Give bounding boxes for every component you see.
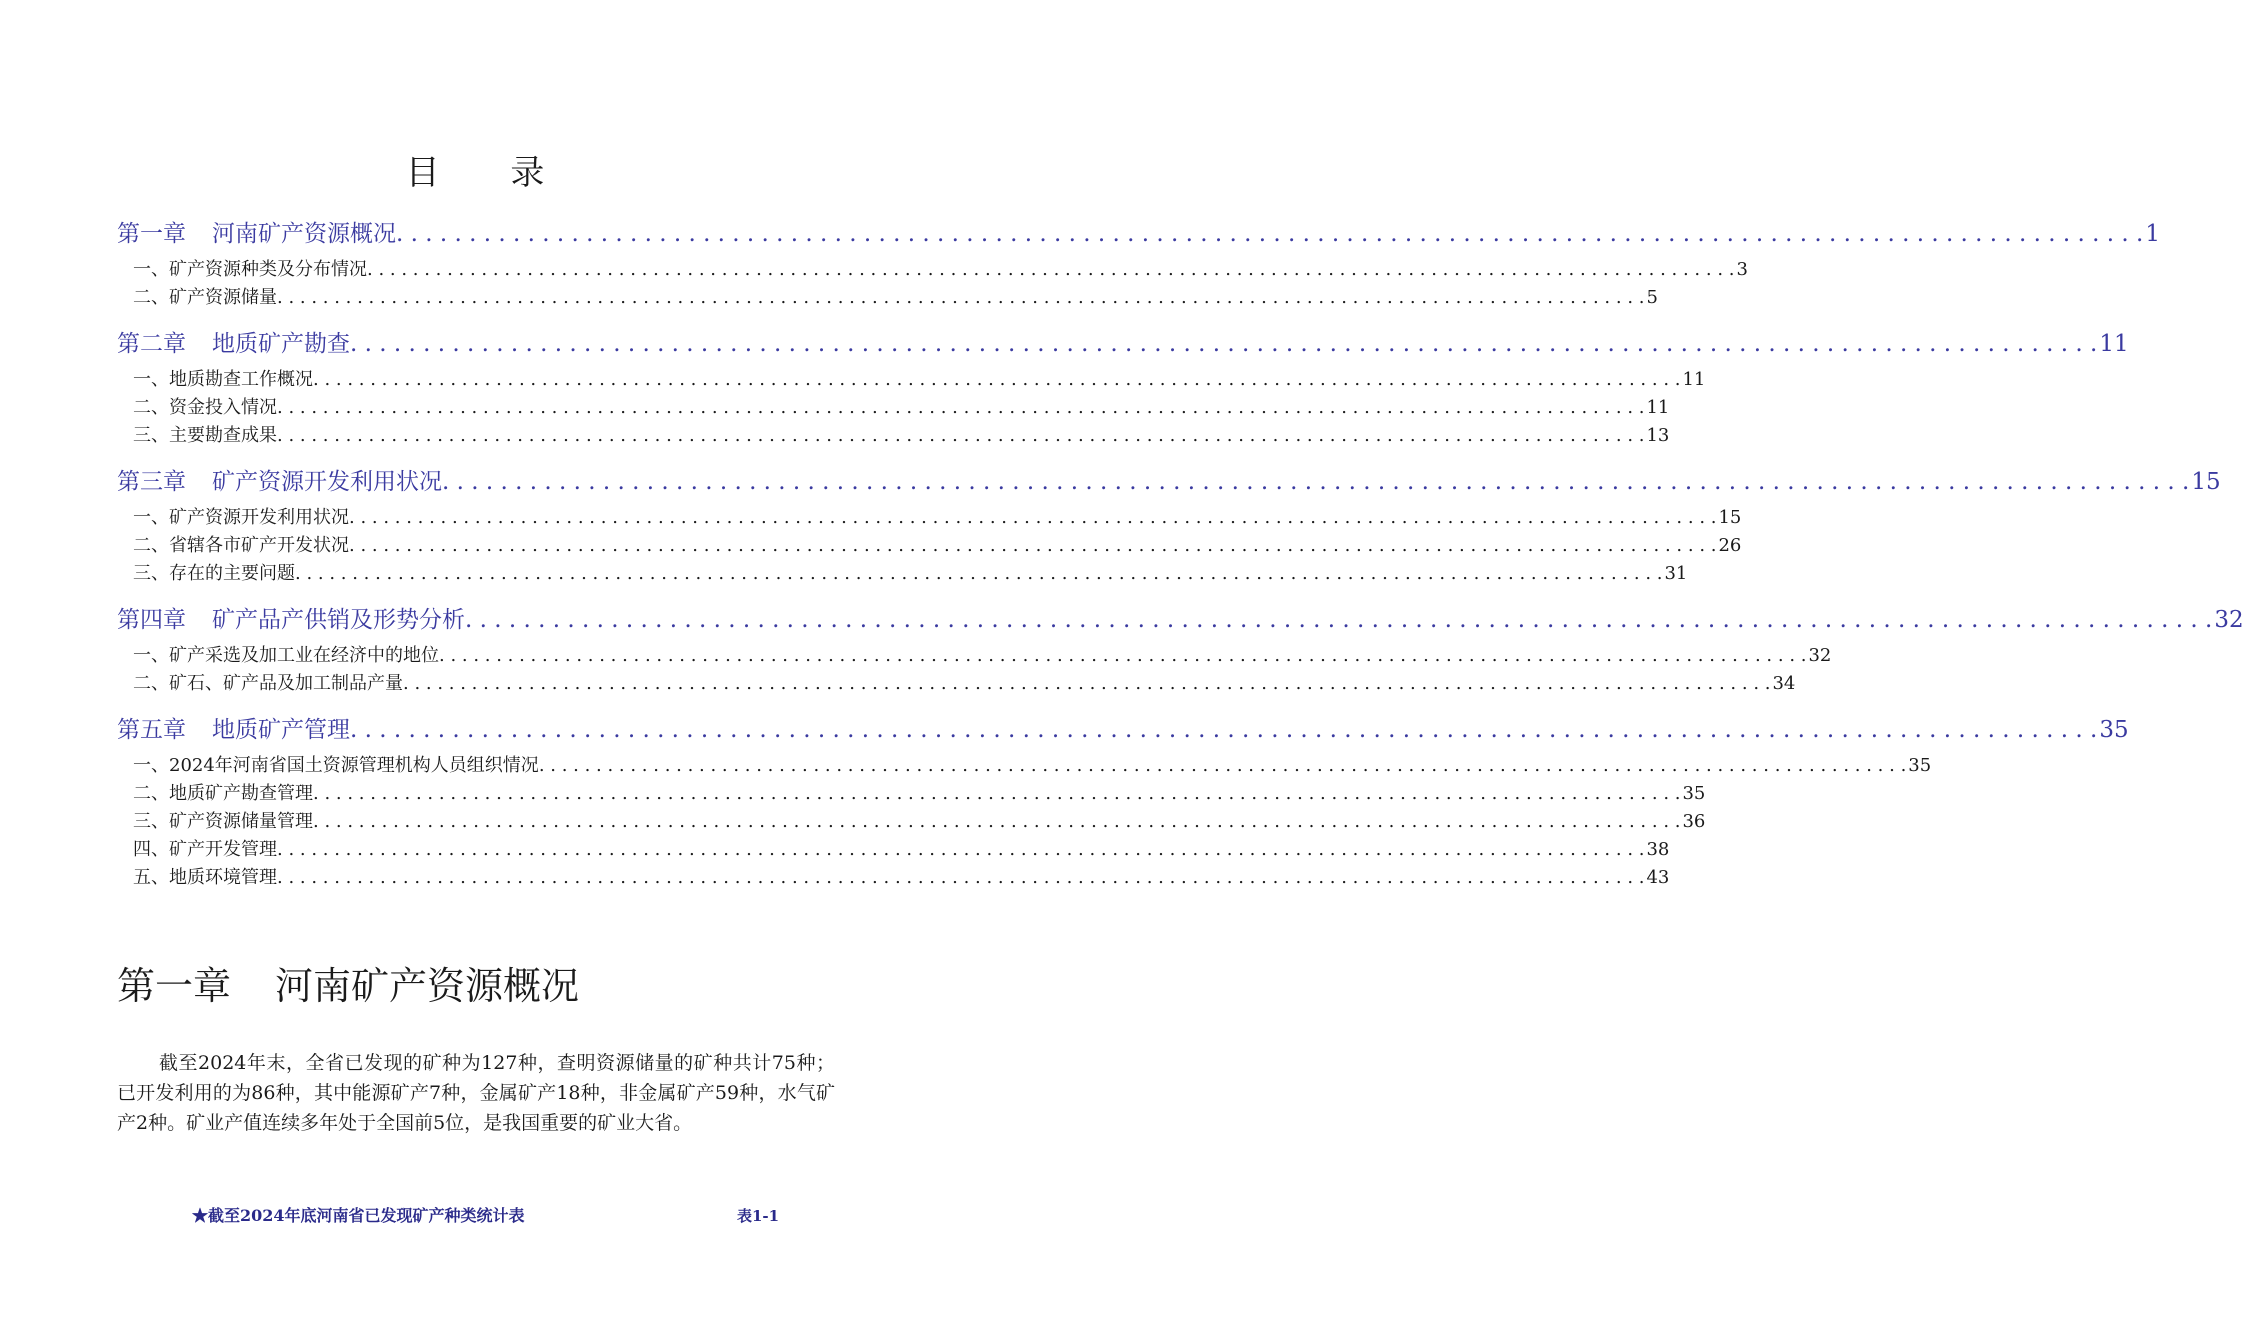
- toc-chapter-title: 河南矿产资源概况: [212, 221, 396, 247]
- toc-chapter-page: 11: [2099, 331, 2129, 357]
- toc-section-entry[interactable]: [117, 504, 1742, 532]
- toc-section-entry[interactable]: [117, 642, 1832, 670]
- toc-section-entry[interactable]: [117, 422, 1670, 450]
- toc-leader-dots: . . . . . . . . . . . . . . . . . . . . . . . . . . . . . . . . . . . . . . . . . . . . . . . . . . . . . . . . . . . . . . . . . . . . . . . . . . . . . . . . . . . . . . . . . . . . . . . . . . . . . . . . . . . . . . . . . . . . . . . .: [313, 811, 1681, 832]
- toc-title: 目 录: [405, 153, 575, 193]
- toc-chapter-label: [117, 324, 350, 364]
- toc-chapter-page: 15: [2191, 469, 2221, 495]
- body-paragraph: 截至2024年末，全省已发现的矿种为127种，查明资源储量的矿种共计75种；已开发利用的为86种，其中能源矿产7种，金属矿产18种，非金属矿产59种，水气矿产2种。矿业产值连续多年处于全国前5位，是我国重要的矿业大省。: [117, 1052, 835, 1134]
- toc-chapter-entry[interactable]: [117, 710, 2129, 750]
- toc-chapter-entry[interactable]: [117, 600, 2244, 640]
- toc-section-label: 三、矿产资源储量管理: [133, 811, 313, 832]
- toc-section-entry[interactable]: [117, 836, 1670, 864]
- toc-leader-dots: . . . . . . . . . . . . . . . . . . . . . . . . . . . . . . . . . . . . . . . . . . . . . . . . . . . . . . . . . . . . . . . . . . . . . . . . . . . . . . . . . . . . . . . . . . . . . . . . . . . . . . . . . . . . . . . . . . . . . . . .: [313, 783, 1681, 804]
- toc-section-label: 二、矿石、矿产品及加工制品产量: [133, 673, 403, 694]
- toc-chapter-title: 地质矿产管理: [212, 717, 350, 743]
- table-of-contents: [117, 214, 2244, 904]
- toc-chapter-title: 地质矿产勘查: [212, 331, 350, 357]
- toc-chapter-number: 第二章: [117, 331, 186, 357]
- toc-section-label: 一、2024年河南省国土资源管理机构人员组织情况: [133, 755, 539, 776]
- toc-leader-dots: . . . . . . . . . . . . . . . . . . . . . . . . . . . . . . . . . . . . . . . . . . . . . . . . . . . . . . . . . . . . . . . . . . . . . . . . . . . . . . . . . . . . . . . . . . . . . . . . . . . . . . . . . . . . . . . . . . . . . . . .: [349, 507, 1717, 528]
- toc-leader-dots: . . . . . . . . . . . . . . . . . . . . . . . . . . . . . . . . . . . . . . . . . . . . . . . . . . . . . . . . . . . . . . . . . . . . . . . . . . . . . . . . . . . . . . . . . . . . . . . . . . . . . . . . . . . . . . . . . . . . . . . .: [295, 563, 1663, 584]
- toc-chapter-title: 矿产品产供销及形势分析: [212, 607, 465, 633]
- toc-section-entry[interactable]: [117, 284, 1658, 312]
- toc-section-entry[interactable]: [117, 532, 1742, 560]
- toc-chapter-number: 第一章: [117, 221, 186, 247]
- table-number: 表1-1: [737, 1207, 780, 1225]
- toc-section-page: 3: [1736, 259, 1748, 280]
- toc-leader-dots: . . . . . . . . . . . . . . . . . . . . . . . . . . . . . . . . . . . . . . . . . . . . . . . . . . . . . . . . . . . . . . . . . . . . . . . . . . . . . . . . . . . . . . . . . . . . . . . . . . . . . . . . . . . . . . . . . . . . . . . .: [350, 331, 2098, 357]
- toc-leader-dots: . . . . . . . . . . . . . . . . . . . . . . . . . . . . . . . . . . . . . . . . . . . . . . . . . . . . . . . . . . . . . . . . . . . . . . . . . . . . . . . . . . . . . . . . . . . . . . . . . . . . . . . . . . . . . . . . . . . . . . . .: [313, 369, 1681, 390]
- toc-section-entry[interactable]: [117, 752, 1932, 780]
- toc-section-page: 5: [1646, 287, 1658, 308]
- toc-leader-dots: . . . . . . . . . . . . . . . . . . . . . . . . . . . . . . . . . . . . . . . . . . . . . . . . . . . . . . . . . . . . . . . . . . . . . . . . . . . . . . . . . . . . . . . . . . . . . . . . . . . . . . . . . . . . . . . . . . . . . . . .: [367, 259, 1735, 280]
- toc-section-page: 35: [1682, 783, 1706, 804]
- toc-section-label: 五、地质环境管理: [133, 867, 277, 888]
- toc-chapter-entry[interactable]: [117, 462, 2221, 502]
- toc-chapter-number: 第三章: [117, 469, 186, 495]
- toc-section-label: 三、主要勘查成果: [133, 425, 277, 446]
- toc-section-entry[interactable]: [117, 808, 1706, 836]
- toc-chapter-page: 35: [2099, 717, 2129, 743]
- table-caption: ★截至2024年底河南省已发现矿产种类统计表: [192, 1206, 525, 1225]
- toc-section-label: 一、地质勘查工作概况: [133, 369, 313, 390]
- chapter-heading-number: 第一章: [117, 964, 232, 1008]
- toc-leader-dots: . . . . . . . . . . . . . . . . . . . . . . . . . . . . . . . . . . . . . . . . . . . . . . . . . . . . . . . . . . . . . . . . . . . . . . . . . . . . . . . . . . . . . . . . . . . . . . . . . . . . . . . . . . . . . . . . . . . . . . . .: [439, 645, 1807, 666]
- toc-section-label: 二、资金投入情况: [133, 397, 277, 418]
- toc-chapter-number: 第四章: [117, 607, 186, 633]
- toc-section-page: 13: [1646, 425, 1670, 446]
- toc-section-label: 四、矿产开发管理: [133, 839, 277, 860]
- toc-section-entry[interactable]: [117, 366, 1706, 394]
- toc-section-entry[interactable]: [117, 780, 1706, 808]
- toc-chapter-label: [117, 600, 465, 640]
- toc-leader-dots: . . . . . . . . . . . . . . . . . . . . . . . . . . . . . . . . . . . . . . . . . . . . . . . . . . . . . . . . . . . . . . . . . . . . . . . . . . . . . . . . . . . . . . . . . . . . . . . . . . . . . . . . . . . . . . . . . . . . . . . .: [403, 673, 1771, 694]
- toc-section-page: 43: [1646, 867, 1670, 888]
- toc-chapter-entry[interactable]: [117, 214, 2160, 254]
- toc-leader-dots: . . . . . . . . . . . . . . . . . . . . . . . . . . . . . . . . . . . . . . . . . . . . . . . . . . . . . . . . . . . . . . . . . . . . . . . . . . . . . . . . . . . . . . . . . . . . . . . . . . . . . . . . . . . . . . . . . . . . . . . .: [277, 287, 1645, 308]
- toc-leader-dots: . . . . . . . . . . . . . . . . . . . . . . . . . . . . . . . . . . . . . . . . . . . . . . . . . . . . . . . . . . . . . . . . . . . . . . . . . . . . . . . . . . . . . . . . . . . . . . . . . . . . . . . . . . . . . . . . . . . . . . . .: [465, 607, 2213, 633]
- toc-leader-dots: . . . . . . . . . . . . . . . . . . . . . . . . . . . . . . . . . . . . . . . . . . . . . . . . . . . . . . . . . . . . . . . . . . . . . . . . . . . . . . . . . . . . . . . . . . . . . . . . . . . . . . . . . . . . . . . . . . . . . . . .: [538, 755, 1907, 776]
- toc-section-page: 31: [1664, 563, 1688, 584]
- toc-leader-dots: . . . . . . . . . . . . . . . . . . . . . . . . . . . . . . . . . . . . . . . . . . . . . . . . . . . . . . . . . . . . . . . . . . . . . . . . . . . . . . . . . . . . . . . . . . . . . . . . . . . . . . . . . . . . . . . . . . . . . . . .: [277, 839, 1645, 860]
- toc-chapter-page: 1: [2145, 221, 2160, 247]
- toc-chapter-label: [117, 710, 350, 750]
- toc-section-page: 34: [1772, 673, 1796, 694]
- toc-section-label: 一、矿产采选及加工业在经济中的地位: [133, 645, 439, 666]
- toc-chapter-title: 矿产资源开发利用状况: [212, 469, 442, 495]
- toc-section-entry[interactable]: [117, 256, 1748, 284]
- toc-section-page: 26: [1718, 535, 1742, 556]
- chapter-heading: [117, 955, 579, 1010]
- toc-chapter-page: 32: [2214, 607, 2244, 633]
- toc-leader-dots: . . . . . . . . . . . . . . . . . . . . . . . . . . . . . . . . . . . . . . . . . . . . . . . . . . . . . . . . . . . . . . . . . . . . . . . . . . . . . . . . . . . . . . . . . . . . . . . . . . . . . . . . . . . . . . . . . . . . . . . .: [442, 469, 2190, 495]
- toc-section-page: 15: [1718, 507, 1742, 528]
- toc-section-entry[interactable]: [117, 670, 1796, 698]
- toc-section-page: 35: [1908, 755, 1932, 776]
- toc-section-label: 一、矿产资源种类及分布情况: [133, 259, 367, 280]
- toc-leader-dots: . . . . . . . . . . . . . . . . . . . . . . . . . . . . . . . . . . . . . . . . . . . . . . . . . . . . . . . . . . . . . . . . . . . . . . . . . . . . . . . . . . . . . . . . . . . . . . . . . . . . . . . . . . . . . . . . . . . . . . . .: [349, 535, 1717, 556]
- toc-section-page: 38: [1646, 839, 1670, 860]
- toc-section-page: 11: [1682, 369, 1706, 390]
- toc-section-entry[interactable]: [117, 394, 1670, 422]
- toc-chapter-label: [117, 462, 442, 502]
- toc-section-label: 二、矿产资源储量: [133, 287, 277, 308]
- toc-leader-dots: . . . . . . . . . . . . . . . . . . . . . . . . . . . . . . . . . . . . . . . . . . . . . . . . . . . . . . . . . . . . . . . . . . . . . . . . . . . . . . . . . . . . . . . . . . . . . . . . . . . . . . . . . . . . . . . . . . . . . . . .: [396, 221, 2144, 247]
- toc-section-entry[interactable]: [117, 560, 1688, 588]
- toc-chapter-entry[interactable]: [117, 324, 2129, 364]
- toc-section-page: 32: [1808, 645, 1832, 666]
- toc-leader-dots: . . . . . . . . . . . . . . . . . . . . . . . . . . . . . . . . . . . . . . . . . . . . . . . . . . . . . . . . . . . . . . . . . . . . . . . . . . . . . . . . . . . . . . . . . . . . . . . . . . . . . . . . . . . . . . . . . . . . . . . .: [277, 867, 1645, 888]
- toc-section-entry[interactable]: [117, 864, 1670, 892]
- toc-leader-dots: . . . . . . . . . . . . . . . . . . . . . . . . . . . . . . . . . . . . . . . . . . . . . . . . . . . . . . . . . . . . . . . . . . . . . . . . . . . . . . . . . . . . . . . . . . . . . . . . . . . . . . . . . . . . . . . . . . . . . . . .: [277, 425, 1645, 446]
- toc-section-label: 二、地质矿产勘查管理: [133, 783, 313, 804]
- chapter-heading-title: 河南矿产资源概况: [275, 964, 580, 1008]
- toc-section-label: 二、省辖各市矿产开发状况: [133, 535, 349, 556]
- toc-chapter-label: [117, 214, 396, 254]
- toc-section-page: 11: [1646, 397, 1670, 418]
- toc-section-page: 36: [1682, 811, 1706, 832]
- toc-section-label: 一、矿产资源开发利用状况: [133, 507, 349, 528]
- toc-leader-dots: . . . . . . . . . . . . . . . . . . . . . . . . . . . . . . . . . . . . . . . . . . . . . . . . . . . . . . . . . . . . . . . . . . . . . . . . . . . . . . . . . . . . . . . . . . . . . . . . . . . . . . . . . . . . . . . . . . . . . . . .: [277, 397, 1645, 418]
- toc-chapter-number: 第五章: [117, 717, 186, 743]
- toc-section-label: 三、存在的主要问题: [133, 563, 295, 584]
- toc-leader-dots: . . . . . . . . . . . . . . . . . . . . . . . . . . . . . . . . . . . . . . . . . . . . . . . . . . . . . . . . . . . . . . . . . . . . . . . . . . . . . . . . . . . . . . . . . . . . . . . . . . . . . . . . . . . . . . . . . . . . . . . .: [350, 717, 2098, 743]
